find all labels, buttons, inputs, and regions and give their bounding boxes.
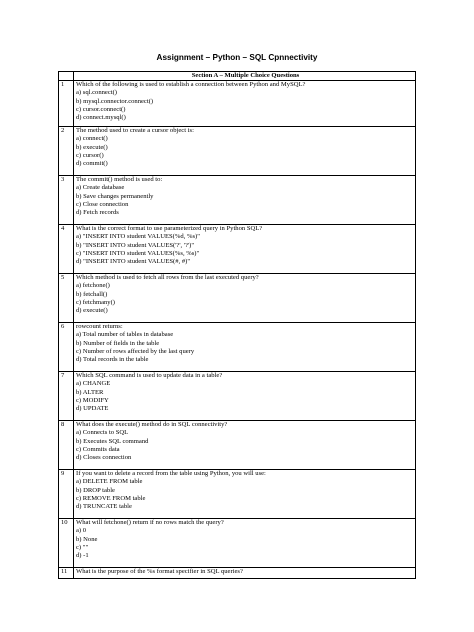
answer-option: d) Total records in the table [76,356,149,364]
answer-option: a) fetchone() [76,282,110,290]
question-text: What does the execute() method do in SQL connectivity? [76,421,228,429]
question-text: What is the correct format to use parameterized query in Python SQL? [76,225,263,233]
question-cell [74,81,416,127]
answer-option: b) DROP table [76,486,115,494]
answer-option: c) REMOVE FROM table [76,494,146,502]
answer-option: b) mysql.connector.connect() [76,97,154,105]
answer-option: d) TRUNCATE table [76,503,132,511]
answer-option: a) CHANGE [76,380,111,388]
answer-option: c) Close connection [76,200,129,208]
question-number: 10 [59,519,74,568]
answer-option: a) "INSERT INTO student VALUES(%d, %s)" [76,233,200,241]
questions-table [58,71,416,579]
question-text: rowcount returns: [76,323,123,331]
question-number: 3 [59,176,74,225]
question-cell [74,323,416,372]
answer-option: a) Total number of tables in database [76,331,174,339]
answer-option: a) Create database [76,184,125,192]
answer-option: c) MODIFY [76,396,109,404]
question-row [59,568,416,579]
question-cell [74,176,416,225]
answer-option: d) commit() [76,160,108,168]
question-text: The commit() method is used to: [76,176,163,184]
question-row [59,470,416,519]
question-text: The method used to create a cursor object is: [76,127,194,135]
question-text: Which SQL command is used to update data in a table? [76,372,223,380]
question-row [59,519,416,568]
document-title: Assignment – Python – SQL Cpnnectivity [156,53,318,62]
answer-option: b) Executes SQL command [76,437,149,445]
answer-option: b) None [76,535,98,543]
answer-option: b) ALTER [76,388,104,396]
answer-option: a) connect() [76,135,108,143]
answer-option: d) Closes connection [76,454,132,462]
question-number: 4 [59,225,74,274]
answer-option: b) "INSERT INTO student VALUES('?', '?')" [76,241,195,249]
answer-option: c) cursor() [76,151,104,159]
answer-option: d) "INSERT INTO student VALUES(#, #)" [76,258,191,266]
question-number: 1 [59,81,74,127]
question-row [59,421,416,470]
question-row [59,274,416,323]
answer-option: a) 0 [76,527,87,535]
answer-option: c) "INSERT INTO student VALUES(%s, %s)" [76,249,200,257]
answer-option: b) Number of fields in the table [76,339,160,347]
answer-option: d) UPDATE [76,405,109,413]
question-cell [74,225,416,274]
answer-option: c) "" [76,543,89,551]
question-row [59,372,416,421]
question-number: 6 [59,323,74,372]
answer-option: c) cursor.connect() [76,105,126,113]
answer-option: a) DELETE FROM table [76,478,143,486]
question-number: 2 [59,127,74,176]
answer-option: c) Number of rows affected by the last query [76,347,195,355]
question-text: Which of the following is used to establish a connection between Python and MySQL? [76,81,306,89]
question-number: 7 [59,372,74,421]
answer-option: d) -1 [76,552,89,560]
question-row [59,176,416,225]
answer-option: b) execute() [76,143,108,151]
question-cell [74,470,416,519]
question-text: Which method is used to fetch all rows from the last executed query? [76,274,259,282]
answer-option: d) connect.mysql() [76,114,126,122]
question-row [59,127,416,176]
question-row [59,81,416,127]
question-cell [74,372,416,421]
section-heading-number-cell [59,72,74,81]
question-cell [74,274,416,323]
answer-option: a) Connects to SQL [76,429,129,437]
question-text: What will fetchone() return if no rows match the query? [76,519,224,527]
question-number: 5 [59,274,74,323]
section-heading: Section A – Multiple Choice Questions [74,72,416,81]
question-cell [74,568,416,579]
section-heading-row [59,72,416,81]
question-cell [74,519,416,568]
answer-option: b) Save changes permanently [76,192,154,200]
answer-option: d) execute() [76,307,108,315]
question-number: 8 [59,421,74,470]
question-cell [74,127,416,176]
answer-option: c) Commits data [76,445,120,453]
question-number: 11 [59,568,74,579]
question-cell [74,421,416,470]
answer-option: d) Fetch records [76,209,119,217]
question-number: 9 [59,470,74,519]
answer-option: b) fetchall() [76,290,108,298]
question-row [59,225,416,274]
answer-option: a) sql.connect() [76,89,118,97]
question-text: What is the purpose of the %s format specifier in SQL queries? [76,568,243,576]
question-row [59,323,416,372]
question-text: If you want to delete a record from the table using Python, you will use: [76,470,266,478]
answer-option: c) fetchmany() [76,298,115,306]
